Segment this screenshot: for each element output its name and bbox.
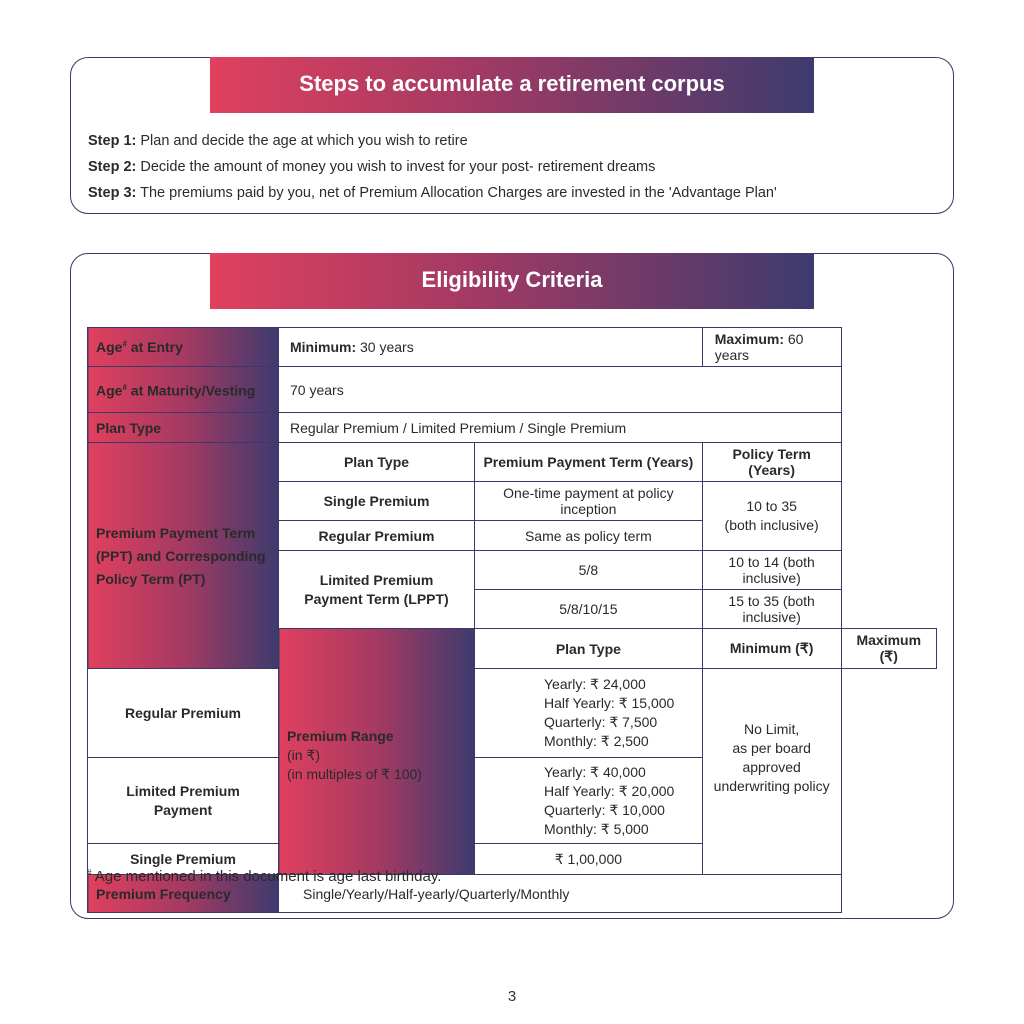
step-3: Step 3: The premiums paid by you, net of Premium Allocation Charges are invested in the 'Advantage Plan' [88, 185, 777, 201]
steps-section [70, 57, 954, 214]
eligibility-section [70, 253, 954, 919]
label-ppt: Premium Payment Term (PPT) and Corresponding Policy Term (PT) [88, 443, 279, 669]
ppt-header-pt: Policy Term (Years) [702, 443, 841, 482]
ppt-limited-pt-1: 10 to 14 (both inclusive) [702, 551, 841, 590]
label-plan-type: Plan Type [88, 413, 279, 443]
label-age-entry: Age# at Entry [88, 328, 279, 367]
ppt-header-row [88, 443, 937, 482]
range-header-plan: Plan Type [475, 629, 703, 669]
page-number: 3 [507, 988, 517, 1005]
eligibility-title: Eligibility Criteria [210, 253, 814, 309]
footnote: # Age mentioned in this document is age last birthday. [87, 868, 442, 885]
ppt-header-plan: Plan Type [279, 443, 475, 482]
range-max-shared: No Limit, as per board approved underwriting policy [702, 669, 841, 875]
ppt-limited-term-2: 5/8/10/15 [475, 590, 703, 629]
range-single-plan: Single Premium [88, 844, 279, 875]
step-1: Step 1: Plan and decide the age at which you wish to retire [88, 133, 468, 149]
label-frequency: Premium Frequency [88, 875, 279, 913]
range-regular-plan: Regular Premium [88, 669, 279, 758]
range-regular-min: Yearly: ₹ 24,000 Half Yearly: ₹ 15,000 Quarterly: ₹ 7,500 Monthly: ₹ 2,500 [475, 669, 703, 758]
ppt-limited-term-1: 5/8 [475, 551, 703, 590]
steps-list [88, 128, 777, 206]
range-limited-plan: Limited Premium Payment [88, 758, 279, 844]
range-header-max: Maximum (₹) [841, 629, 937, 669]
row-age-maturity [88, 367, 937, 413]
range-row-regular [88, 669, 937, 758]
ppt-limited-pt-2: 15 to 35 (both inclusive) [702, 590, 841, 629]
ppt-single-plan: Single Premium [279, 482, 475, 521]
range-header-min: Minimum (₹) [702, 629, 841, 669]
age-entry-min: Minimum: 30 years [279, 328, 703, 367]
ppt-header-term: Premium Payment Term (Years) [475, 443, 703, 482]
age-maturity-value: 70 years [279, 367, 842, 413]
ppt-regular-term: Same as policy term [475, 521, 703, 551]
label-range: Premium Range (in ₹) (in multiples of ₹ 100) [279, 629, 475, 875]
ppt-regular-plan: Regular Premium [279, 521, 475, 551]
range-single-min: ₹ 1,00,000 [475, 844, 703, 875]
age-entry-max: Maximum: 60 years [702, 328, 841, 367]
steps-title: Steps to accumulate a retirement corpus [210, 57, 814, 113]
range-limited-min: Yearly: ₹ 40,000 Half Yearly: ₹ 20,000 Quarterly: ₹ 10,000 Monthly: ₹ 5,000 [475, 758, 703, 844]
frequency-value: Single/Yearly/Half-yearly/Quarterly/Monthly [279, 875, 842, 913]
plan-type-value: Regular Premium / Limited Premium / Single Premium [279, 413, 842, 443]
row-plan-type [88, 413, 937, 443]
row-age-entry [88, 328, 937, 367]
eligibility-table [87, 327, 937, 913]
step-2: Step 2: Decide the amount of money you wish to invest for your post- retirement dreams [88, 159, 656, 175]
ppt-pt-shared: 10 to 35 (both inclusive) [702, 482, 841, 551]
label-age-maturity: Age# at Maturity/Vesting [88, 367, 279, 413]
ppt-single-term: One-time payment at policy inception [475, 482, 703, 521]
ppt-limited-plan: Limited Premium Payment Term (LPPT) [279, 551, 475, 629]
